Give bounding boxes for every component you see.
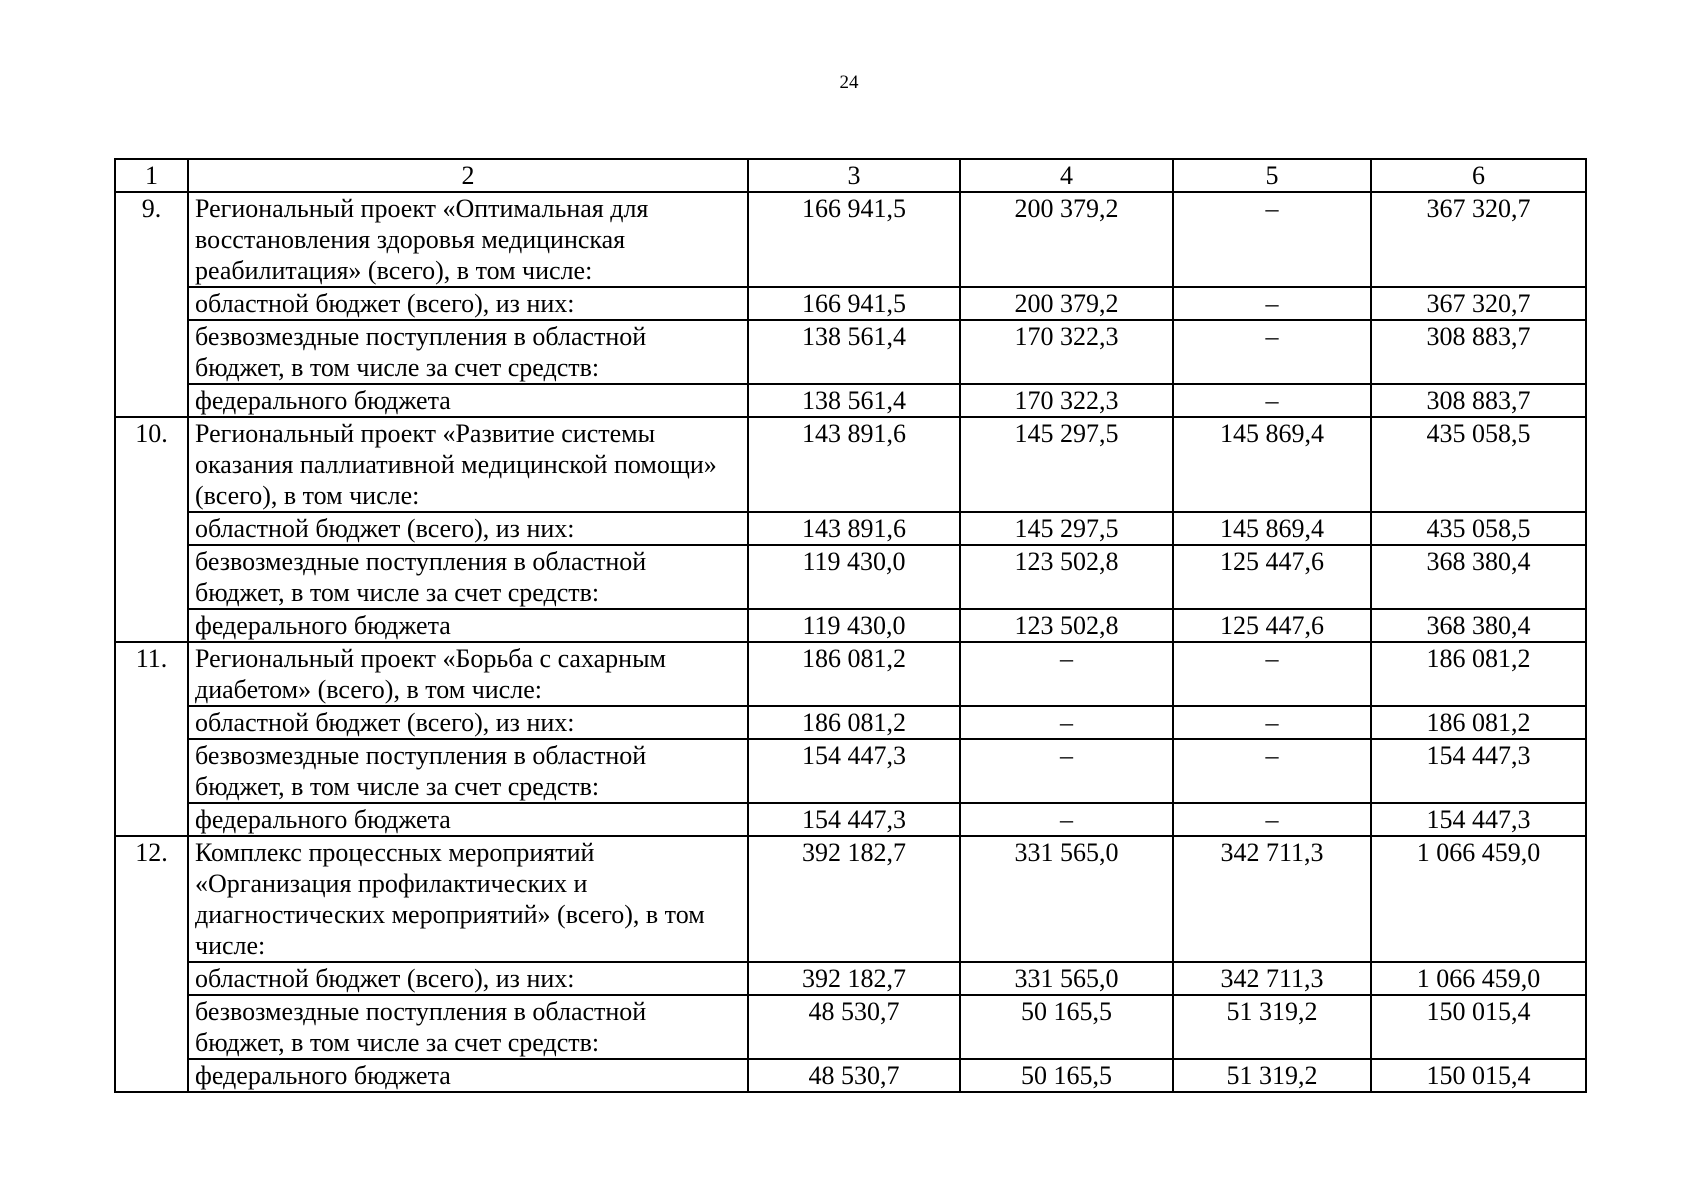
value-cell: 145 297,5 bbox=[960, 512, 1173, 545]
table-row bbox=[115, 609, 1586, 642]
value-cell: 138 561,4 bbox=[748, 320, 960, 384]
value-cell: 145 869,4 bbox=[1173, 512, 1371, 545]
value-cell: 123 502,8 bbox=[960, 609, 1173, 642]
header-cell: 4 bbox=[960, 159, 1173, 192]
table-row bbox=[115, 642, 1586, 706]
value-cell: – bbox=[960, 739, 1173, 803]
value-cell: 50 165,5 bbox=[960, 1059, 1173, 1092]
value-cell: 119 430,0 bbox=[748, 545, 960, 609]
value-cell: 435 058,5 bbox=[1371, 417, 1586, 512]
header-cell: 1 bbox=[115, 159, 188, 192]
value-cell: 392 182,7 bbox=[748, 962, 960, 995]
value-cell: 154 447,3 bbox=[1371, 803, 1586, 836]
row-label: безвозмездные поступления в областной бюджет, в том числе за счет средств: bbox=[188, 739, 748, 803]
value-cell: 145 297,5 bbox=[960, 417, 1173, 512]
row-label: областной бюджет (всего), из них: bbox=[188, 512, 748, 545]
value-cell: 308 883,7 bbox=[1371, 384, 1586, 417]
value-cell: – bbox=[1173, 287, 1371, 320]
value-cell: 123 502,8 bbox=[960, 545, 1173, 609]
table-row bbox=[115, 836, 1586, 962]
table-row bbox=[115, 192, 1586, 287]
header-cell: 2 bbox=[188, 159, 748, 192]
value-cell: 1 066 459,0 bbox=[1371, 962, 1586, 995]
row-label: областной бюджет (всего), из них: bbox=[188, 962, 748, 995]
value-cell: – bbox=[1173, 642, 1371, 706]
row-label: федерального бюджета bbox=[188, 384, 748, 417]
value-cell: 186 081,2 bbox=[1371, 642, 1586, 706]
value-cell: 200 379,2 bbox=[960, 287, 1173, 320]
value-cell: 1 066 459,0 bbox=[1371, 836, 1586, 962]
table-row bbox=[115, 962, 1586, 995]
value-cell: 138 561,4 bbox=[748, 384, 960, 417]
budget-table bbox=[114, 158, 1587, 1093]
value-cell: 48 530,7 bbox=[748, 1059, 960, 1092]
header-cell: 5 bbox=[1173, 159, 1371, 192]
value-cell: 125 447,6 bbox=[1173, 609, 1371, 642]
value-cell: 200 379,2 bbox=[960, 192, 1173, 287]
value-cell: 150 015,4 bbox=[1371, 1059, 1586, 1092]
row-number: 9. bbox=[115, 192, 188, 417]
value-cell: 367 320,7 bbox=[1371, 192, 1586, 287]
value-cell: 150 015,4 bbox=[1371, 995, 1586, 1059]
value-cell: 143 891,6 bbox=[748, 417, 960, 512]
value-cell: 331 565,0 bbox=[960, 962, 1173, 995]
value-cell: 308 883,7 bbox=[1371, 320, 1586, 384]
value-cell: 435 058,5 bbox=[1371, 512, 1586, 545]
value-cell: 170 322,3 bbox=[960, 320, 1173, 384]
value-cell: 368 380,4 bbox=[1371, 545, 1586, 609]
row-label: безвозмездные поступления в областной бюджет, в том числе за счет средств: bbox=[188, 995, 748, 1059]
value-cell: 145 869,4 bbox=[1173, 417, 1371, 512]
value-cell: 166 941,5 bbox=[748, 192, 960, 287]
row-label: областной бюджет (всего), из них: bbox=[188, 706, 748, 739]
row-label: Региональный проект «Оптимальная для восстановления здоровья медицинская реабилитация» (всего), в том числе: bbox=[188, 192, 748, 287]
value-cell: 51 319,2 bbox=[1173, 995, 1371, 1059]
value-cell: – bbox=[1173, 803, 1371, 836]
value-cell: 119 430,0 bbox=[748, 609, 960, 642]
header-cell: 6 bbox=[1371, 159, 1586, 192]
table-row bbox=[115, 512, 1586, 545]
value-cell: – bbox=[960, 706, 1173, 739]
row-label: Региональный проект «Развитие системы оказания паллиативной медицинской помощи» (всего), в том числе: bbox=[188, 417, 748, 512]
value-cell: 367 320,7 bbox=[1371, 287, 1586, 320]
value-cell: 186 081,2 bbox=[1371, 706, 1586, 739]
value-cell: 154 447,3 bbox=[748, 803, 960, 836]
value-cell: 331 565,0 bbox=[960, 836, 1173, 962]
row-number: 10. bbox=[115, 417, 188, 642]
value-cell: 154 447,3 bbox=[1371, 739, 1586, 803]
table-row bbox=[115, 739, 1586, 803]
row-label: областной бюджет (всего), из них: bbox=[188, 287, 748, 320]
row-label: Региональный проект «Борьба с сахарным диабетом» (всего), в том числе: bbox=[188, 642, 748, 706]
value-cell: 186 081,2 bbox=[748, 706, 960, 739]
value-cell: 154 447,3 bbox=[748, 739, 960, 803]
value-cell: 51 319,2 bbox=[1173, 1059, 1371, 1092]
table-row bbox=[115, 995, 1586, 1059]
table-row bbox=[115, 384, 1586, 417]
value-cell: 48 530,7 bbox=[748, 995, 960, 1059]
table-row bbox=[115, 545, 1586, 609]
value-cell: – bbox=[1173, 192, 1371, 287]
row-label: федерального бюджета bbox=[188, 1059, 748, 1092]
value-cell: 170 322,3 bbox=[960, 384, 1173, 417]
table-body bbox=[115, 159, 1586, 1092]
value-cell: 342 711,3 bbox=[1173, 962, 1371, 995]
value-cell: – bbox=[1173, 320, 1371, 384]
header-cell: 3 bbox=[748, 159, 960, 192]
value-cell: 368 380,4 bbox=[1371, 609, 1586, 642]
row-label: безвозмездные поступления в областной бюджет, в том числе за счет средств: bbox=[188, 545, 748, 609]
row-label: федерального бюджета bbox=[188, 609, 748, 642]
header-row bbox=[115, 159, 1586, 192]
table-row bbox=[115, 287, 1586, 320]
value-cell: – bbox=[1173, 384, 1371, 417]
row-label: Комплекс процессных мероприятий «Организация профилактических и диагностических мероприятий» (всего), в том числе: bbox=[188, 836, 748, 962]
value-cell: – bbox=[1173, 706, 1371, 739]
table-row bbox=[115, 706, 1586, 739]
value-cell: 392 182,7 bbox=[748, 836, 960, 962]
value-cell: 166 941,5 bbox=[748, 287, 960, 320]
value-cell: – bbox=[960, 642, 1173, 706]
row-label: безвозмездные поступления в областной бюджет, в том числе за счет средств: bbox=[188, 320, 748, 384]
row-number: 12. bbox=[115, 836, 188, 1092]
value-cell: 50 165,5 bbox=[960, 995, 1173, 1059]
table-row bbox=[115, 417, 1586, 512]
value-cell: 125 447,6 bbox=[1173, 545, 1371, 609]
table-row bbox=[115, 320, 1586, 384]
table-row bbox=[115, 803, 1586, 836]
value-cell: 143 891,6 bbox=[748, 512, 960, 545]
value-cell: – bbox=[960, 803, 1173, 836]
value-cell: – bbox=[1173, 739, 1371, 803]
row-number: 11. bbox=[115, 642, 188, 836]
value-cell: 186 081,2 bbox=[748, 642, 960, 706]
row-label: федерального бюджета bbox=[188, 803, 748, 836]
page-number: 24 bbox=[839, 72, 859, 93]
table-row bbox=[115, 1059, 1586, 1092]
value-cell: 342 711,3 bbox=[1173, 836, 1371, 962]
